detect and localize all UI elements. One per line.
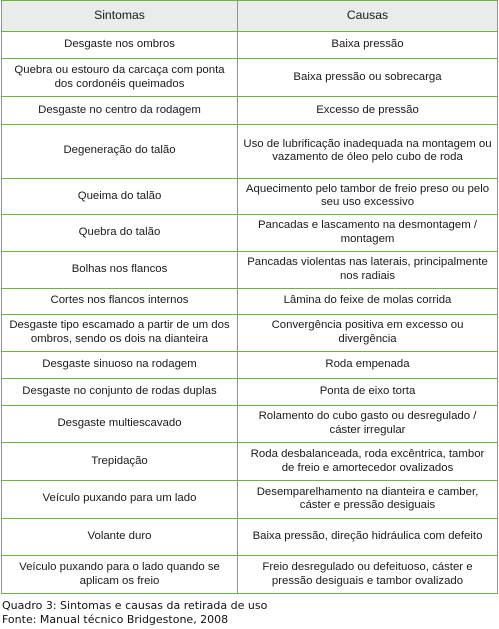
symptom-cell: Desgaste multiescavado (2, 405, 238, 443)
header-sintomas: Sintomas (2, 1, 238, 32)
symptom-cell: Quebra ou estouro da carcaça com ponta dos cordonéis queimados (2, 59, 238, 97)
table-row (2, 405, 498, 443)
table-row (2, 443, 498, 481)
table-row (2, 59, 498, 97)
symptom-cell: Desgaste nos ombros (2, 32, 238, 59)
symptom-cell: Desgaste sinuoso na rodagem (2, 351, 238, 378)
cause-cell: Ponta de eixo torta (238, 379, 498, 405)
table-row (2, 288, 498, 314)
symptom-cell: Volante duro (2, 518, 238, 556)
table-row (2, 556, 498, 594)
symptom-cell: Bolhas nos flancos (2, 251, 238, 288)
symptom-cell: Desgaste no conjunto de rodas duplas (2, 379, 238, 405)
table-header-row (2, 1, 498, 32)
caption-title: Quadro 3: Sintomas e causas da retirada de uso (2, 599, 268, 612)
table-row (2, 97, 498, 124)
cause-cell: Excesso de pressão (238, 97, 498, 124)
cause-cell: Freio desregulado ou defeituoso, cáster e pressão desiguais e tambor ovalizado (238, 556, 498, 594)
cause-cell: Baixa pressão (238, 32, 498, 59)
table-caption (2, 599, 267, 627)
cause-cell: Pancadas violentas nas laterais, principalmente nos radiais (238, 251, 498, 288)
table-row (2, 351, 498, 378)
table-row (2, 178, 498, 215)
table-row (2, 215, 498, 252)
table-row (2, 32, 498, 59)
cause-cell: Uso de lubrificação inadequada na montagem ou vazamento de óleo pelo cubo de roda (238, 124, 498, 178)
table-row (2, 480, 498, 518)
cause-cell: Rolamento do cubo gasto ou desregulado / cáster irregular (238, 405, 498, 443)
symptom-cell: Desgaste no centro da rodagem (2, 97, 238, 124)
cause-cell: Desemparelhamento na dianteira e camber, cáster e pressão desiguais (238, 480, 498, 518)
table-row (2, 251, 498, 288)
cause-cell: Baixa pressão ou sobrecarga (238, 59, 498, 97)
caption-source: Fonte: Manual técnico Bridgestone, 2008 (2, 613, 229, 626)
table-row (2, 314, 498, 351)
symptom-cell: Veículo puxando para o lado quando se aplicam os freio (2, 556, 238, 594)
cause-cell: Baixa pressão, direção hidráulica com defeito (238, 518, 498, 556)
symptom-cell: Trepidação (2, 443, 238, 481)
table-row (2, 124, 498, 178)
symptoms-causes-table (1, 0, 498, 594)
symptom-cell: Queima do talão (2, 178, 238, 215)
cause-cell: Convergência positiva em excesso ou divergência (238, 314, 498, 351)
symptom-cell: Cortes nos flancos internos (2, 288, 238, 314)
cause-cell: Roda desbalanceada, roda excêntrica, tambor de freio e amortecedor ovalizados (238, 443, 498, 481)
cause-cell: Roda empenada (238, 351, 498, 378)
symptom-cell: Veículo puxando para um lado (2, 480, 238, 518)
table-row (2, 518, 498, 556)
header-causas: Causas (238, 1, 498, 32)
symptom-cell: Degeneração do talão (2, 124, 238, 178)
table-row (2, 379, 498, 405)
cause-cell: Lâmina do feixe de molas corrida (238, 288, 498, 314)
symptom-cell: Desgaste tipo escamado a partir de um dos ombros, sendo os dois na dianteira (2, 314, 238, 351)
cause-cell: Pancadas e lascamento na desmontagem / montagem (238, 215, 498, 252)
cause-cell: Aquecimento pelo tambor de freio preso ou pelo seu uso excessivo (238, 178, 498, 215)
symptom-cell: Quebra do talão (2, 215, 238, 252)
